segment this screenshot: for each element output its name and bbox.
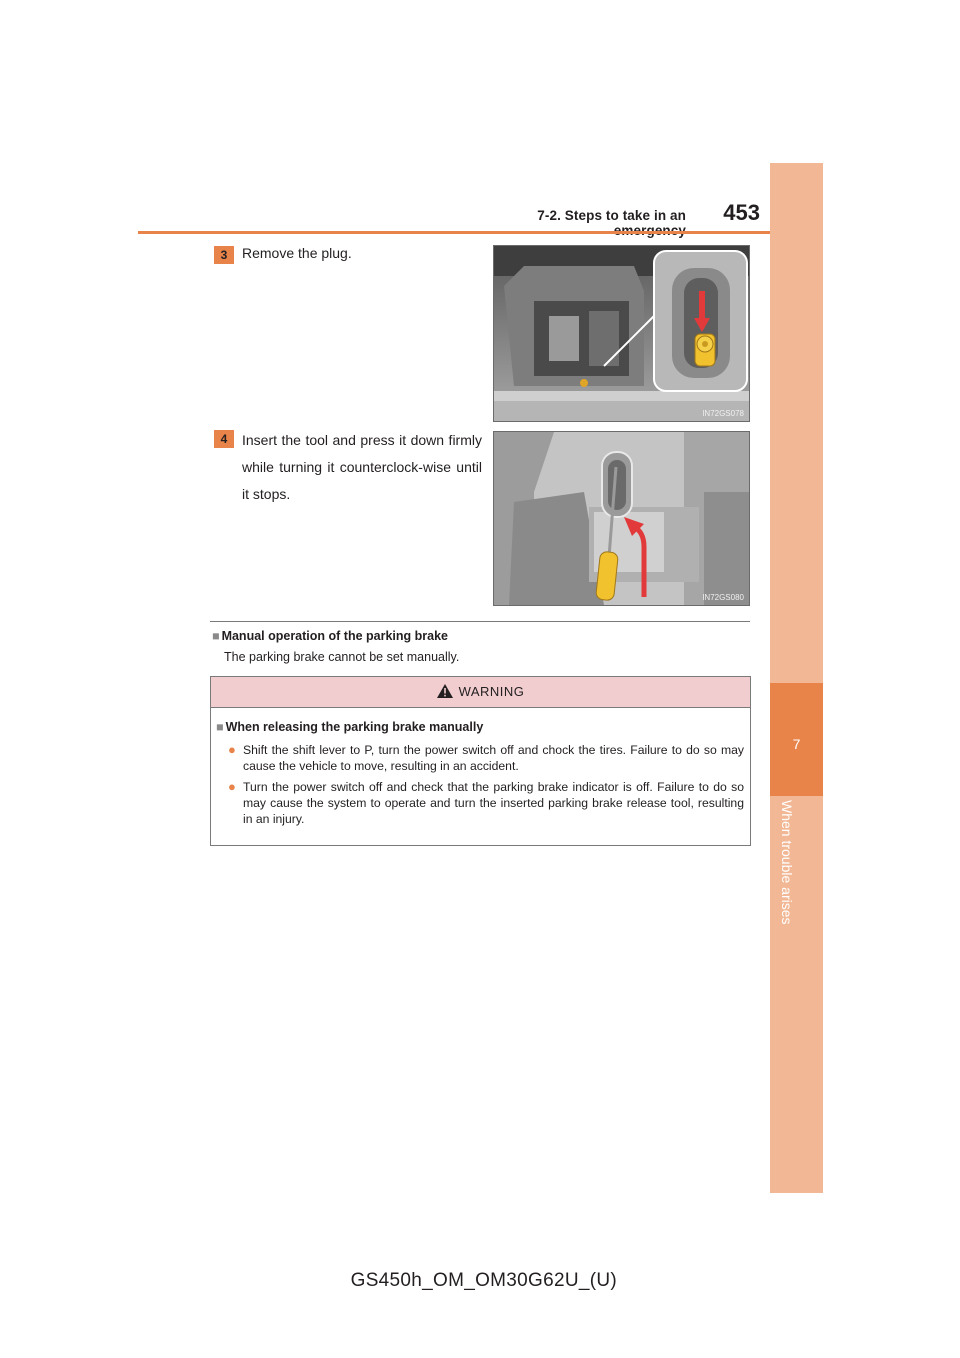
step-illustration-plug — [493, 245, 750, 422]
note-body: The parking brake cannot be set manually. — [224, 650, 460, 664]
chapter-title-wrap — [770, 800, 823, 950]
warning-triangle-icon — [437, 684, 453, 698]
note-heading — [212, 629, 448, 643]
image-code: IN72GS078 — [702, 409, 744, 418]
step-number-badge: 4 — [214, 430, 234, 448]
warning-item-text: Turn the power switch off and check that the parking brake indicator is off. Failure to do so may cause the system to operate and turn the inserted parking brake release tool, resulting in an injury. — [243, 780, 744, 826]
bullet-dot-icon: ● — [228, 742, 236, 757]
warning-subheading — [216, 720, 483, 734]
square-bullet-icon: ■ — [212, 629, 220, 643]
image-code: IN72GS080 — [702, 593, 744, 602]
warning-title: WARNING — [458, 684, 525, 699]
trunk-plug-illustration — [494, 246, 749, 421]
step-text: Remove the plug. — [242, 245, 352, 261]
section-divider — [210, 621, 750, 622]
warning-item — [229, 779, 744, 827]
square-bullet-icon: ■ — [216, 720, 224, 734]
warning-box — [210, 676, 751, 846]
warning-item — [229, 742, 744, 774]
warning-item-text: Shift the shift lever to P, turn the power switch off and chock the tires. Failure to do so may cause the vehicle to move, resulting in an accident. — [243, 743, 744, 773]
step-number-badge: 3 — [214, 246, 234, 264]
warning-subheading-text: When releasing the parking brake manually — [225, 720, 484, 734]
page-number: 453 — [723, 200, 760, 225]
chapter-title: When trouble arises — [779, 800, 795, 925]
release-tool-illustration — [494, 432, 749, 605]
warning-header — [211, 677, 750, 708]
header-rule — [138, 231, 822, 234]
chapter-side-tab — [770, 163, 823, 1193]
note-heading-text: Manual operation of the parking brake — [221, 629, 448, 643]
step-text: Insert the tool and press it down firmly while turning it counterclock-wise until it stops. — [242, 432, 482, 502]
section-title: 7-2. Steps to take in an — [537, 208, 686, 223]
step-illustration-tool — [493, 431, 750, 606]
bullet-dot-icon: ● — [228, 779, 236, 794]
chapter-number: 7 — [792, 736, 801, 752]
document-code: GS450h_OM_OM30G62U_(U) — [350, 1270, 617, 1291]
